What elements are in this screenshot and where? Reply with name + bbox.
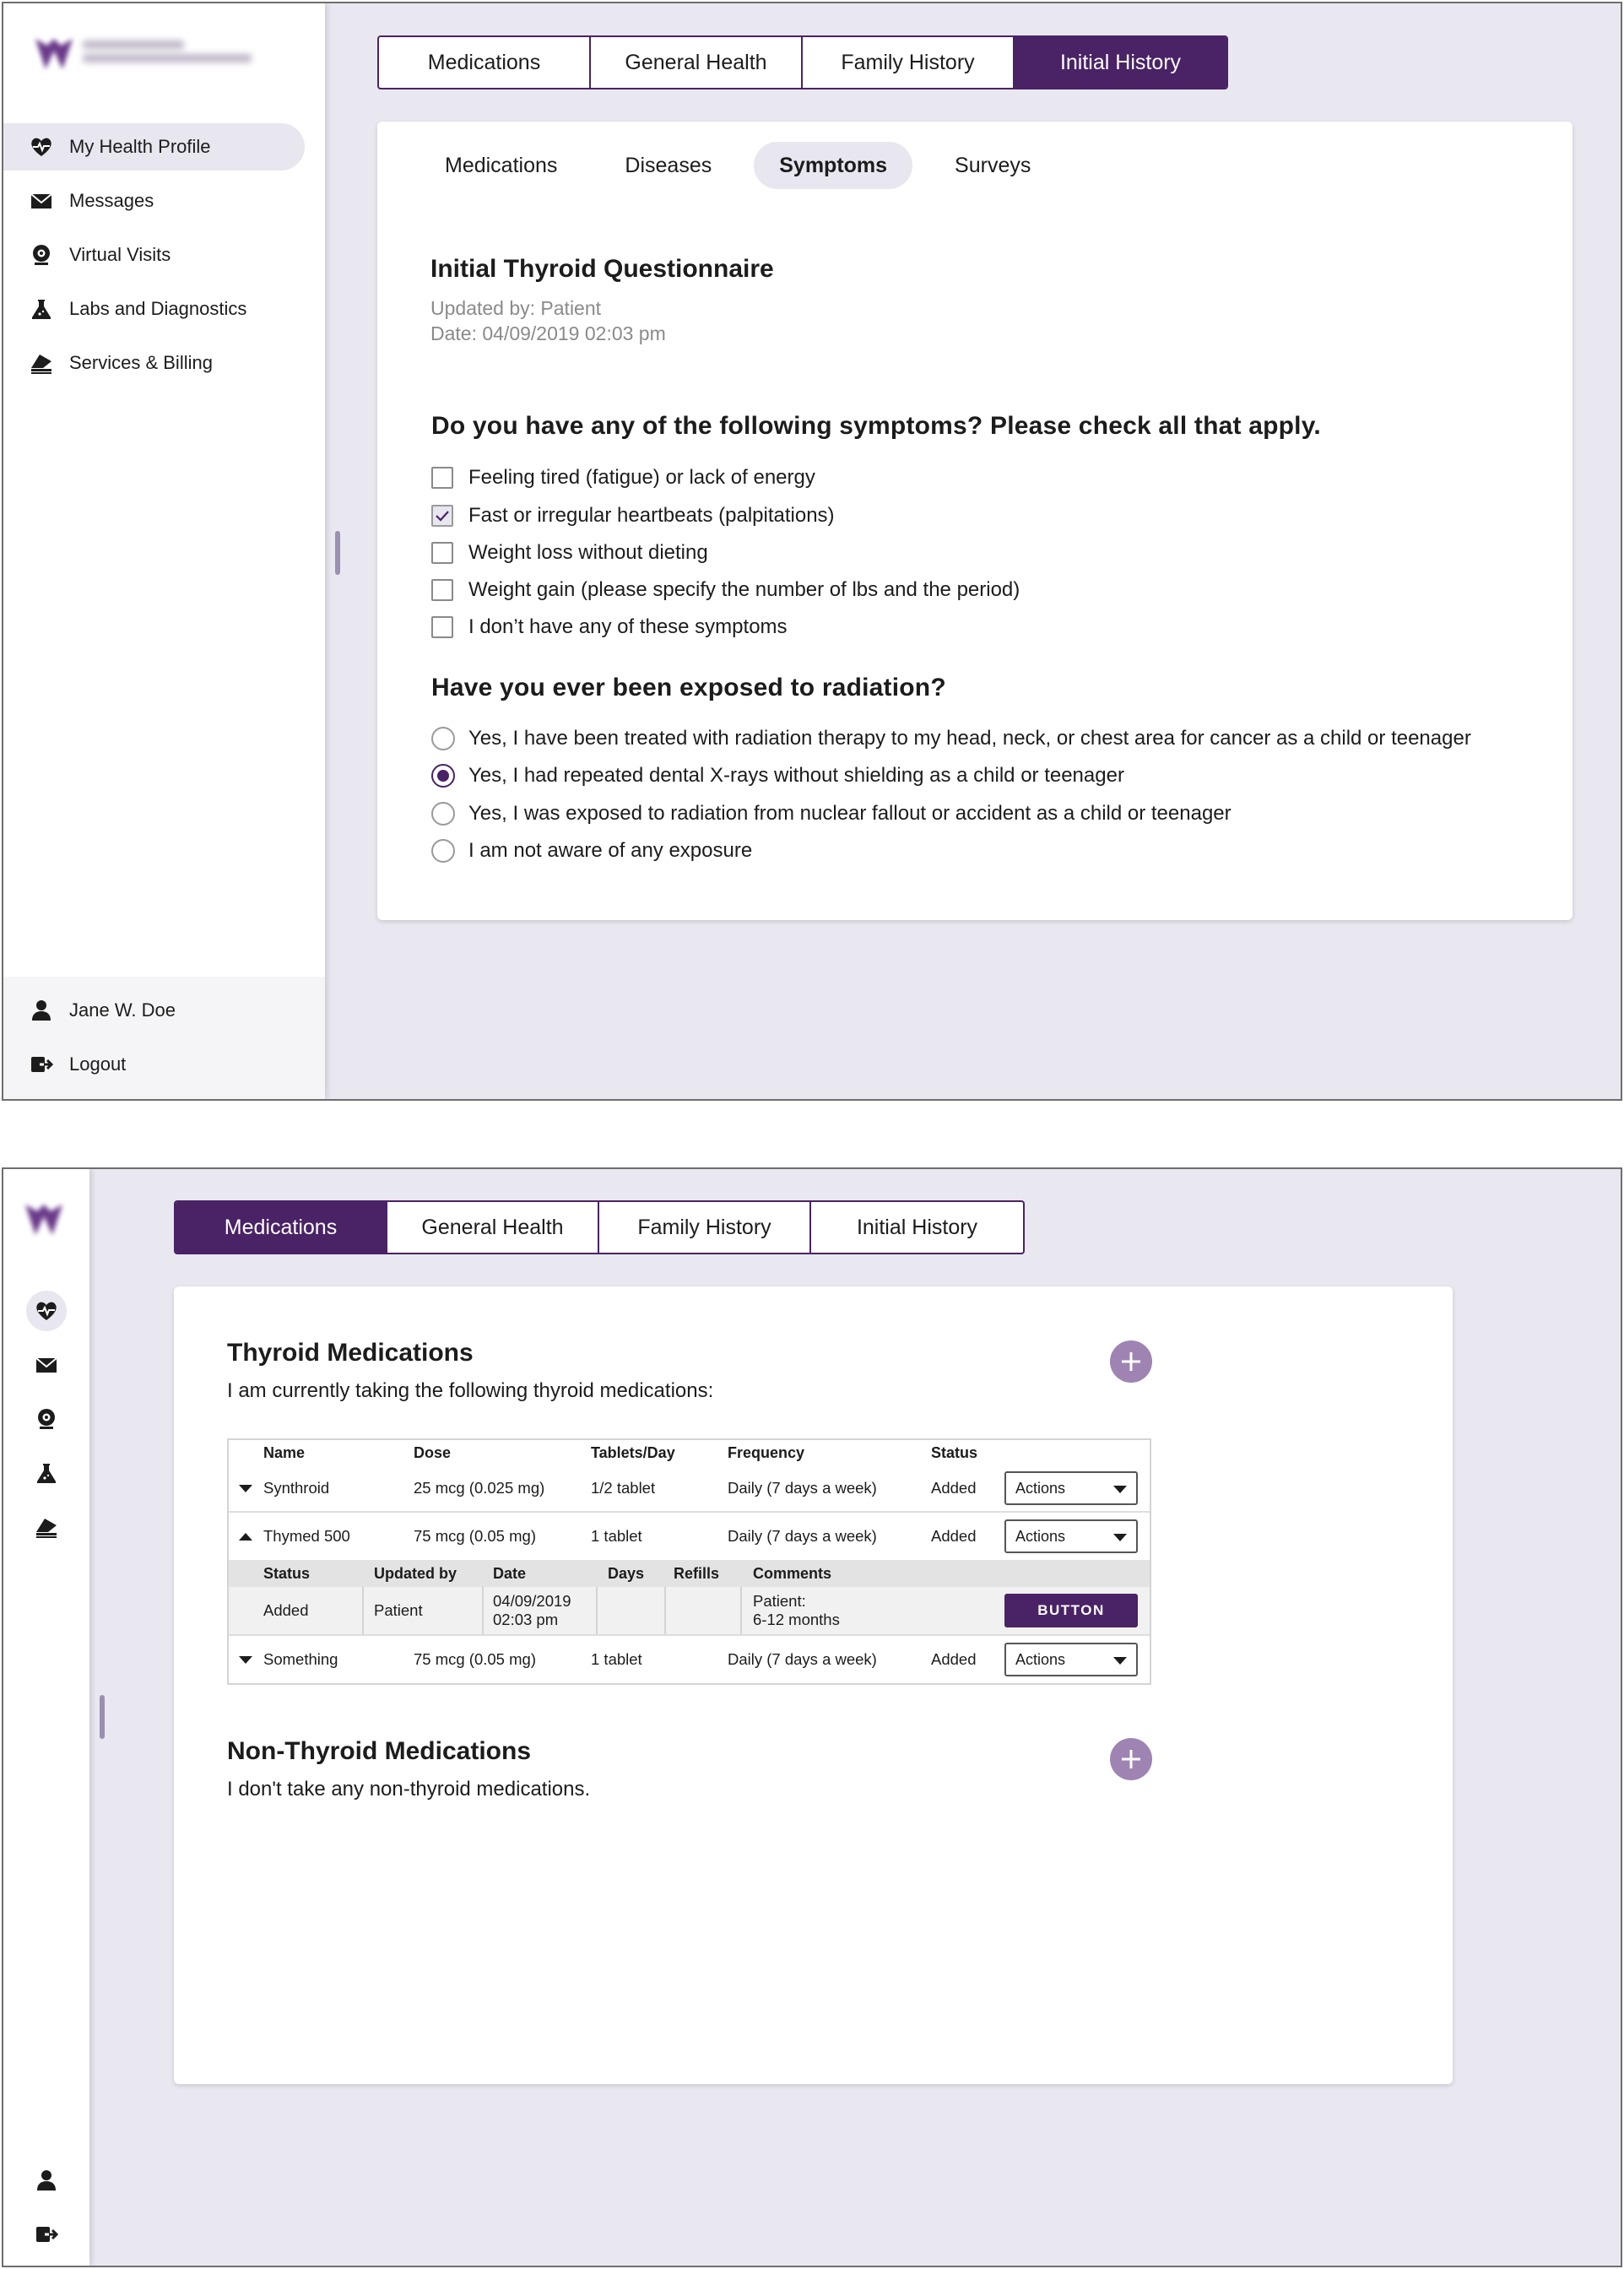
sidebar-item-services-billing[interactable]: [3, 339, 305, 387]
med-name: Thymed 500: [263, 1527, 350, 1545]
symptom-option[interactable]: [431, 576, 1020, 604]
detail-col-updated-by: Updated by: [374, 1564, 457, 1582]
med-status: Added: [931, 1479, 977, 1497]
col-status: Status: [931, 1443, 978, 1461]
logout-icon: [35, 2223, 58, 2246]
actions-label: Actions: [1015, 1650, 1066, 1668]
plus-icon: [1119, 1350, 1143, 1373]
updated-by: Updated by: Patient: [430, 297, 602, 319]
sidebar-collapse-handle[interactable]: [335, 531, 340, 575]
sidebar-item-label: Services & Billing: [69, 352, 213, 373]
sidebar-icon-nav: [3, 1291, 89, 1561]
user-icon: [35, 2169, 58, 2192]
med-name: Something: [263, 1650, 338, 1668]
actions-label: Actions: [1015, 1479, 1066, 1497]
updated-date: Date: 04/09/2019 02:03 pm: [430, 322, 666, 344]
sidebar-icon-footer: [3, 2160, 89, 2267]
med-tablets: 1/2 tablet: [591, 1479, 656, 1497]
chevron-down-icon: [1113, 1657, 1127, 1665]
detail-col-refills: Refills: [674, 1564, 720, 1582]
actions-dropdown[interactable]: [1004, 1471, 1138, 1505]
checkbox[interactable]: [431, 467, 453, 489]
detail-updated-by: Patient: [374, 1601, 423, 1619]
clinic-logo-text: [83, 35, 252, 73]
sidebar-item-label: Virtual Visits: [69, 244, 171, 265]
sidebar-item-messages[interactable]: [3, 177, 305, 225]
detail-status: Added: [263, 1601, 309, 1619]
medications-card: [174, 1286, 1453, 2084]
sidebar-item-label: My Health Profile: [69, 136, 211, 157]
tab-general-health[interactable]: General Health: [591, 37, 803, 88]
sidebar-item-label: Labs and Diagnostics: [69, 298, 247, 319]
med-status: Added: [931, 1527, 977, 1545]
col-tablets: Tablets/Day: [591, 1443, 675, 1461]
table-row: [229, 1636, 1150, 1683]
sidebar-item-services-billing[interactable]: [26, 1507, 67, 1547]
butterfly-logo-icon: [32, 35, 76, 73]
expand-row-icon[interactable]: [239, 1485, 252, 1492]
symptoms-question: Do you have any of the following symptoms? Please check all that apply.: [431, 412, 1321, 440]
tab-family-history[interactable]: Family History: [599, 1202, 811, 1253]
subtab-diseases[interactable]: Diseases: [625, 153, 712, 177]
tab-medications[interactable]: Medications: [379, 37, 591, 88]
radio-button-selected[interactable]: [431, 764, 455, 788]
detail-col-days: Days: [608, 1564, 645, 1582]
thyroid-medications-subtitle: I am currently taking the following thyroid medications:: [227, 1379, 714, 1402]
clinic-logo: [32, 35, 252, 73]
symptom-option[interactable]: [431, 613, 788, 642]
sidebar-item-virtual-visits[interactable]: [3, 231, 305, 279]
option-label: Fast or irregular heartbeats (palpitations): [468, 504, 835, 527]
sidebar-item-my-health-profile[interactable]: [3, 123, 305, 171]
clinic-logo: [22, 1201, 66, 1238]
option-label: Yes, I was exposed to radiation from nuclear fallout or accident as a child or teenager: [468, 802, 1232, 825]
user-profile-item[interactable]: [26, 2160, 67, 2201]
add-non-thyroid-medication-button[interactable]: [1110, 1738, 1152, 1780]
tab-initial-history[interactable]: Initial History: [1015, 37, 1226, 88]
med-name: Synthroid: [263, 1479, 330, 1497]
main-tabs: [377, 35, 1228, 89]
user-profile-item[interactable]: [3, 987, 305, 1034]
detail-date: 04/09/2019 02:03 pm: [493, 1592, 571, 1628]
detail-col-date: Date: [493, 1564, 527, 1582]
radiation-option[interactable]: [431, 724, 1471, 753]
tab-general-health[interactable]: General Health: [387, 1202, 599, 1253]
radio-button[interactable]: [431, 839, 455, 863]
sub-tabs: [420, 142, 1073, 189]
radiation-option[interactable]: [431, 799, 1232, 828]
med-dose: 75 mcg (0.05 mg): [414, 1527, 536, 1545]
table-header: [229, 1440, 1150, 1465]
actions-dropdown[interactable]: [1004, 1643, 1138, 1676]
radio-button[interactable]: [431, 727, 455, 750]
webcam-icon: [35, 1407, 58, 1431]
actions-dropdown[interactable]: [1004, 1519, 1138, 1553]
logout-item[interactable]: [26, 2214, 67, 2255]
subtab-medications[interactable]: Medications: [445, 153, 558, 177]
non-thyroid-medications-title: Non-Thyroid Medications: [227, 1737, 531, 1765]
user-icon: [29, 998, 54, 1023]
sidebar-expand-handle[interactable]: [100, 1695, 105, 1739]
symptom-option[interactable]: [431, 539, 708, 567]
flask-icon: [29, 296, 54, 322]
detail-comments: Patient: 6-12 months: [753, 1592, 840, 1628]
tab-medications[interactable]: Medications: [176, 1202, 387, 1253]
checkbox-checked[interactable]: [431, 505, 453, 527]
med-frequency: Daily (7 days a week): [728, 1650, 877, 1668]
expand-row-icon[interactable]: [239, 1656, 252, 1664]
logout-item[interactable]: [3, 1041, 305, 1088]
col-dose: Dose: [414, 1443, 452, 1461]
symptom-option[interactable]: [431, 501, 835, 530]
detail-row: [229, 1587, 1150, 1636]
sidebar-nav: [3, 123, 325, 393]
option-label: Yes, I have been treated with radiation therapy to my head, neck, or chest area for cancer as a child or teenager: [468, 727, 1471, 750]
detail-header: [229, 1560, 1150, 1587]
sidebar-item-label: Messages: [69, 190, 154, 211]
col-frequency: Frequency: [728, 1443, 805, 1461]
detail-col-status: Status: [263, 1564, 311, 1582]
sidebar-item-labs-and-diagnostics[interactable]: [26, 1453, 67, 1493]
option-label: Weight loss without dieting: [468, 541, 708, 564]
med-frequency: Daily (7 days a week): [728, 1479, 877, 1497]
med-tablets: 1 tablet: [591, 1650, 642, 1668]
radio-button[interactable]: [431, 802, 455, 826]
tab-family-history[interactable]: Family History: [803, 37, 1015, 88]
mail-icon: [29, 188, 54, 214]
sidebar-collapsed: [3, 1169, 89, 2266]
symptom-option[interactable]: [431, 463, 815, 492]
subtab-surveys[interactable]: Surveys: [955, 153, 1031, 177]
billing-icon: [35, 1515, 58, 1539]
thyroid-medications-title: Thyroid Medications: [227, 1339, 474, 1367]
med-dose: 75 mcg (0.05 mg): [414, 1650, 536, 1668]
sidebar-item-messages[interactable]: [26, 1345, 67, 1385]
radiation-option[interactable]: [431, 761, 1124, 790]
detail-col-comments: Comments: [753, 1564, 832, 1582]
med-frequency: Daily (7 days a week): [728, 1527, 877, 1545]
webcam-icon: [29, 242, 54, 268]
sidebar-item-my-health-profile[interactable]: [26, 1291, 67, 1331]
thyroid-medications-table: [227, 1438, 1151, 1685]
detail-action-button[interactable]: BUTTON: [1004, 1594, 1138, 1627]
sidebar-item-labs-and-diagnostics[interactable]: [3, 285, 305, 333]
col-name: Name: [263, 1443, 306, 1461]
logout-label: Logout: [69, 1053, 127, 1075]
initial-history-screen: [2, 2, 1622, 1101]
user-name: Jane W. Doe: [69, 999, 176, 1021]
sidebar: [3, 3, 325, 1099]
table-row: [229, 1465, 1150, 1513]
actions-label: Actions: [1015, 1527, 1066, 1545]
subtab-symptoms[interactable]: Symptoms: [754, 142, 912, 189]
heart-pulse-icon: [35, 1299, 58, 1323]
med-dose: 25 mcg (0.025 mg): [414, 1479, 545, 1497]
tab-initial-history[interactable]: Initial History: [856, 1215, 978, 1239]
flask-icon: [35, 1461, 58, 1485]
collapse-row-icon[interactable]: [239, 1533, 252, 1541]
billing-icon: [29, 350, 54, 376]
checkbox[interactable]: [431, 542, 453, 564]
medications-screen: [2, 1167, 1622, 2267]
non-thyroid-medications-subtitle: I don't take any non-thyroid medications.: [227, 1778, 591, 1801]
checkbox[interactable]: [431, 616, 453, 638]
chevron-down-icon: [1113, 1534, 1127, 1541]
questionnaire-card: [377, 122, 1573, 920]
med-status: Added: [931, 1650, 977, 1668]
logout-icon: [29, 1052, 54, 1077]
checkbox[interactable]: [431, 579, 453, 601]
option-label: I am not aware of any exposure: [468, 839, 753, 862]
check-icon: [434, 507, 451, 524]
option-label: I don’t have any of these symptoms: [468, 615, 788, 638]
sidebar-footer: [3, 977, 325, 1099]
add-thyroid-medication-button[interactable]: [1110, 1340, 1152, 1383]
questionnaire-title: Initial Thyroid Questionnaire: [430, 255, 774, 283]
main-tabs: [174, 1200, 1025, 1254]
plus-icon: [1119, 1747, 1143, 1771]
option-label: Weight gain (please specify the number of lbs and the period): [468, 578, 1020, 601]
radiation-question: Have you ever been exposed to radiation?: [431, 674, 946, 701]
heart-pulse-icon: [29, 134, 54, 160]
option-label: Yes, I had repeated dental X-rays without shielding as a child or teenager: [468, 764, 1124, 787]
radiation-option[interactable]: [431, 837, 752, 865]
mail-icon: [35, 1353, 58, 1377]
chevron-down-icon: [1113, 1486, 1127, 1493]
sidebar-item-virtual-visits[interactable]: [26, 1399, 67, 1439]
option-label: Feeling tired (fatigue) or lack of energy: [468, 466, 815, 489]
table-row-expanded: [229, 1513, 1150, 1560]
med-tablets: 1 tablet: [591, 1527, 642, 1545]
butterfly-logo-icon: [22, 1201, 66, 1238]
